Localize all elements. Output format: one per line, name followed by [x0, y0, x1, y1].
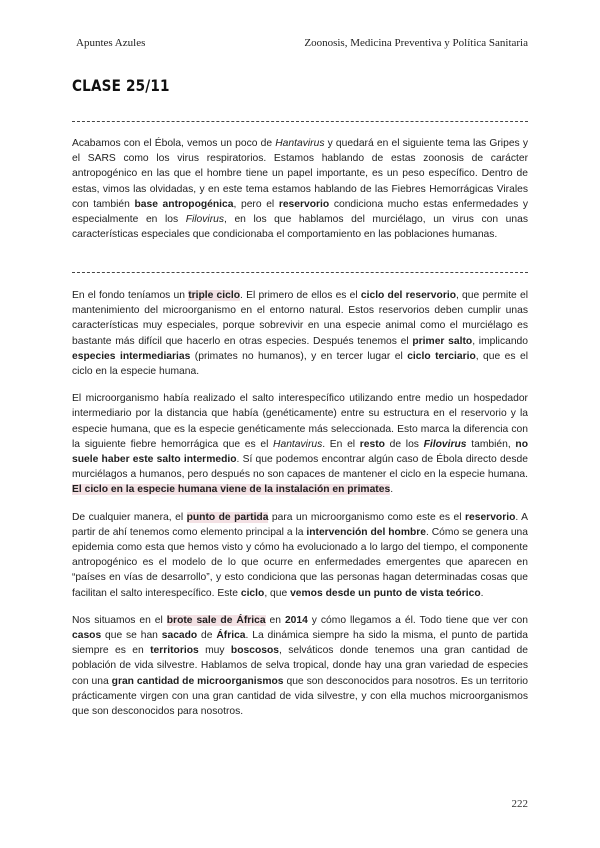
italic-term: Filovirus — [185, 214, 225, 226]
bold-term: sacado — [161, 630, 198, 642]
bold-term: resto — [359, 438, 385, 450]
text: condiciona mucho estas enfermedades y especialmente en los — [72, 198, 528, 226]
bold-term: 2014 — [284, 614, 308, 626]
page-number: 222 — [511, 798, 528, 810]
page-title: CLASE 25/11 — [72, 76, 170, 95]
bold-term: boscosos — [230, 645, 279, 657]
text: , implicando — [472, 335, 528, 347]
intro-section — [72, 136, 528, 254]
header-right: Zoonosis, Medicina Preventiva y Política Sanitaria — [304, 37, 528, 49]
bold-term: base antropogénica — [134, 198, 234, 210]
highlighted-term: triple ciclo — [188, 290, 241, 301]
bold-term: ciclo — [240, 587, 265, 599]
text: De cualquier manera, el — [72, 511, 187, 523]
text: . — [390, 484, 394, 496]
bold-term: intervención del hombre — [306, 526, 426, 538]
page-header — [76, 37, 528, 49]
text: de — [197, 630, 217, 642]
bold-term: territorios — [150, 645, 199, 657]
bold-term: vemos desde un punto de vista teórico — [290, 587, 481, 599]
text: . Sí que podemos encontrar algún caso de Ébola directo desde murciélagos a humanos, pero después no son capaces de mantener el ciclo en la especie humana. — [72, 454, 528, 481]
bold-term: ciclo del reservorio — [360, 290, 456, 301]
text: . En el — [322, 438, 360, 450]
bold-term: reservorio — [465, 511, 516, 523]
intro-paragraph — [72, 136, 528, 242]
divider — [72, 121, 528, 122]
text: y quedará en el siguiente tema las Gripes y el SARS como los virus respiratorios. Estamos hablando de estas zoonosis de carácter antropogénico en las que el hombre tiene un papel importante, es un peso específico. Dentro de estas, vimos las olvidadas, y en este tema estamos hablando de las Fiebres Hemorrágicas Virales con también — [72, 138, 528, 210]
text: (primates no humanos), y en tercer lugar el — [190, 350, 408, 362]
text: , selváticos donde tenemos una gran cantidad de población de vida silvestre. Hablamos de selva tropical, donde hay una gran variedad de especies con una — [72, 645, 528, 687]
text: y cómo llegamos a él. Todo tiene que ver con — [307, 614, 528, 626]
text: , en los que hablamos del murciélago, un virus con unas características especiales que condicionaba el comportamiento en las poblaciones humanas. — [72, 214, 528, 241]
text: El microorganismo había realizado el salto interespecífico utilizando entre medio un hospedador intermediario por la distancia que había (genéticamente) entre su estructura en el reservorio y la especie humana, que es la especie genéticamente más seleccionada. Esto marca la diferencia con la siguiente fiebre hemorrágica que es el — [72, 393, 528, 450]
divider — [72, 272, 528, 273]
bold-italic-term: Filovirus — [423, 438, 467, 450]
body-section — [72, 288, 528, 731]
text: de los — [384, 438, 424, 450]
bold-term: primer salto — [412, 335, 473, 347]
highlighted-term: El ciclo en la especie humana viene de la instalación en primates — [72, 484, 391, 496]
bold-term: casos — [72, 630, 102, 642]
paragraph-4 — [72, 613, 528, 719]
text: para un microorganismo como este es el — [268, 511, 465, 523]
bold-term: gran cantidad de microorganismos — [111, 675, 284, 687]
bold-term: no suele haber este salto intermedio — [72, 438, 528, 466]
text: En el fondo teníamos un — [72, 290, 189, 301]
text: . A partir de ahí tenemos como elemento principal a la — [72, 511, 528, 538]
text: , que es el ciclo en la especie humana. — [72, 350, 528, 378]
text: que son desconocidos para nosotros. Es un territorio prácticamente virgen con una gran cantidad de vida silvestre, y con ella muchos microorganismos que son desconocidos para nosotros. — [72, 675, 528, 718]
text: Acabamos con el Ébola, vemos un poco de — [72, 138, 276, 149]
text: también, — [466, 438, 516, 450]
text: muy — [198, 645, 231, 657]
header-left: Apuntes Azules — [76, 37, 146, 49]
text: , que permite el mantenimiento del microorganismo en el entorno natural. Estos reservorios deben cumplir unas características muy especiales, porque sobrevivir en una especie animal como el murciélago es bastante más difícil que hacerlo en otras especies. Después tenemos el — [72, 290, 528, 347]
bold-term: especies intermediarias — [72, 350, 191, 362]
bold-term: África — [216, 630, 246, 642]
text: . Cómo se genera una epidemia como esta que hemos visto y cómo ha evolucionado a lo largo del tiempo, el componente antropogénico es el modelo de lo que ocurre en enfermedades emergentes que aparecen en “países en vías de desarrollo”, y esto condiciona que las personas hagan determinadas cosas que facilitan el salto interespecífico. Este — [72, 526, 529, 599]
italic-term: Hantavirus — [273, 438, 323, 450]
highlighted-term: brote sale de África — [166, 614, 266, 626]
italic-term: Hantavirus — [275, 138, 325, 149]
text: . El primero de ellos es el — [240, 290, 361, 301]
text: que se han — [101, 630, 162, 642]
text: Nos situamos en el — [72, 614, 167, 626]
text: , que — [264, 587, 291, 599]
bold-term: ciclo terciario — [407, 350, 476, 362]
highlighted-term: punto de partida — [186, 511, 269, 523]
text: , pero el — [233, 198, 279, 210]
paragraph-2 — [72, 391, 528, 497]
paragraph-3 — [72, 510, 528, 601]
text: en — [265, 614, 285, 626]
bold-term: reservorio — [278, 198, 330, 210]
text: . — [480, 587, 484, 599]
text: . La dinámica siempre ha sido la misma, el punto de partida siempre es en — [72, 630, 528, 657]
paragraph-1 — [72, 288, 528, 379]
